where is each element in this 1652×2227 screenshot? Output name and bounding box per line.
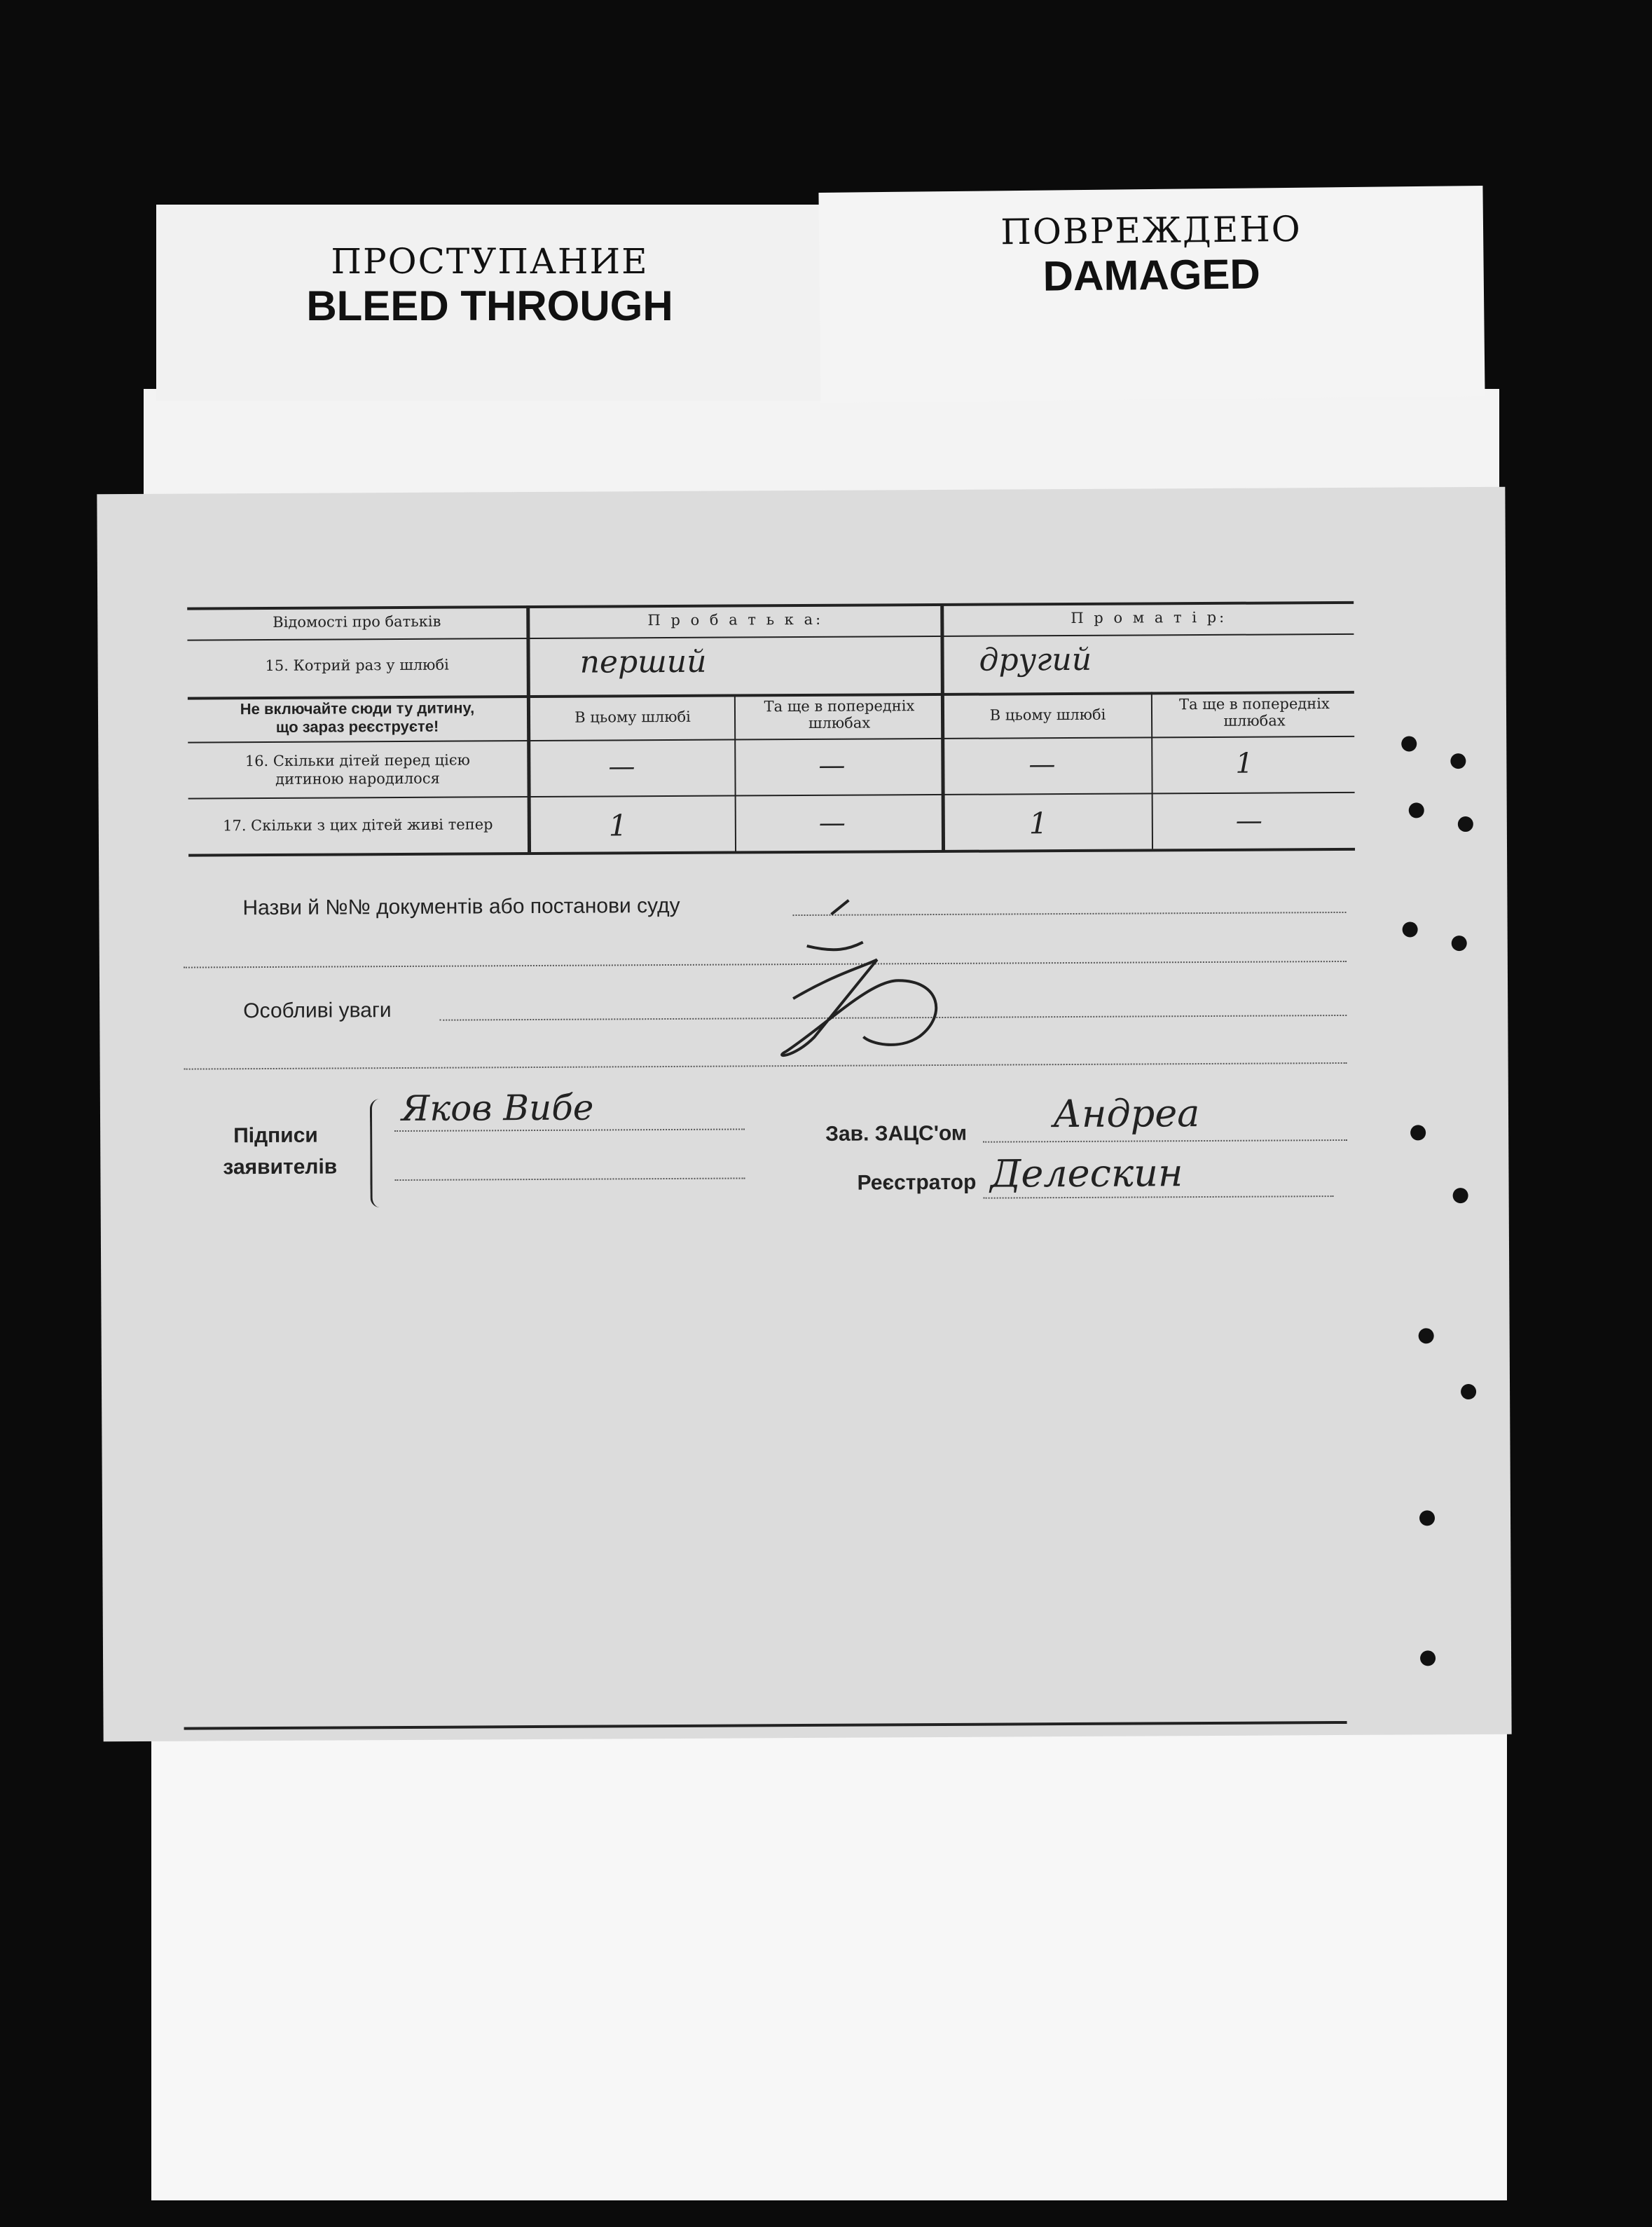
row17-value: 1 bbox=[608, 808, 628, 843]
row16-label-1: 16. Скільки дітей перед цією bbox=[245, 751, 470, 770]
remarks-label: Особливі уваги bbox=[243, 999, 392, 1023]
bleed-through-target-card bbox=[156, 205, 823, 401]
registrar-label: Реєстратор bbox=[857, 1170, 977, 1195]
applicant-signature-line bbox=[394, 1128, 745, 1132]
applicant-signature-line-2 bbox=[394, 1177, 745, 1181]
registrar-signature: Делескин bbox=[990, 1151, 1183, 1196]
strike-through-mark bbox=[687, 882, 982, 1080]
row16-value: — bbox=[818, 749, 846, 781]
head-signature: Андреа bbox=[1052, 1091, 1200, 1137]
binding-hole bbox=[1452, 936, 1467, 951]
col-this-marriage-father: В цьому шлюбі bbox=[574, 708, 691, 726]
signatures-brace bbox=[370, 1099, 385, 1207]
damaged-ru: ПОВРЕЖДЕНО bbox=[1000, 208, 1302, 253]
binding-hole bbox=[1419, 1510, 1435, 1526]
registrar-signature-line bbox=[984, 1195, 1334, 1199]
col-prev-father-2: шлюбах bbox=[808, 714, 871, 732]
row15-father-value: перший bbox=[579, 643, 707, 680]
row15-label: 15. Котрий раз у шлюбі bbox=[265, 656, 449, 675]
row17-value: 1 bbox=[1028, 806, 1048, 841]
head-label: Зав. ЗАЦС'ом bbox=[825, 1121, 968, 1146]
note-line1: Не включайте сюди ту дитину, bbox=[240, 699, 475, 718]
white-backing-sheet bbox=[151, 1682, 1507, 2200]
row17-label: 17. Скільки з цих дітей живі тепер bbox=[223, 816, 493, 835]
header-father: П р о б а т ь к а: bbox=[647, 610, 824, 629]
damaged-en: DAMAGED bbox=[1042, 250, 1261, 300]
signatures-label-1: Підписи bbox=[233, 1123, 318, 1148]
damaged-target-card bbox=[818, 186, 1485, 403]
header-mother: П р о м а т і р: bbox=[1071, 608, 1227, 626]
bleed-through-ru: ПРОСТУПАНИЕ bbox=[331, 241, 649, 282]
col-prev-father-1: Та ще в попередніх bbox=[764, 697, 915, 715]
row16-label-2: дитиною народилося bbox=[275, 769, 440, 788]
binding-hole bbox=[1410, 1125, 1426, 1140]
header-parents-info: Відомості про батьків bbox=[273, 612, 441, 631]
bottom-rule bbox=[184, 1721, 1347, 1730]
head-signature-line bbox=[983, 1139, 1347, 1143]
binding-hole bbox=[1450, 753, 1466, 769]
binding-hole bbox=[1458, 816, 1473, 832]
row17-value: — bbox=[818, 807, 846, 838]
col-prev-mother-2: шлюбах bbox=[1223, 712, 1286, 729]
bleed-through-en: BLEED THROUGH bbox=[306, 282, 673, 329]
binding-hole bbox=[1420, 1650, 1436, 1666]
row16-value: — bbox=[1028, 748, 1056, 780]
col-this-marriage-mother: В цьому шлюбі bbox=[989, 706, 1106, 724]
binding-hole bbox=[1409, 802, 1424, 818]
parents-info-table bbox=[187, 601, 1355, 867]
binding-hole bbox=[1419, 1328, 1434, 1343]
col-prev-mother-1: Та ще в попередніх bbox=[1179, 695, 1330, 713]
binding-hole bbox=[1453, 1188, 1468, 1203]
signatures-label-2: заявителів bbox=[223, 1155, 338, 1179]
note-line2: що зараз реєструєте! bbox=[275, 717, 439, 736]
row16-value: — bbox=[608, 751, 635, 782]
documents-label: Назви й №№ документів або постанови суду bbox=[242, 893, 680, 920]
row15-mother-value: другий bbox=[979, 641, 1092, 678]
registration-form-page bbox=[97, 487, 1511, 1742]
row17-value: — bbox=[1235, 804, 1262, 836]
applicant-signature: Яков Вибе bbox=[401, 1087, 594, 1130]
row16-value: 1 bbox=[1235, 747, 1253, 780]
binding-hole bbox=[1461, 1384, 1476, 1399]
binding-hole bbox=[1401, 736, 1417, 751]
binding-hole bbox=[1403, 921, 1418, 937]
